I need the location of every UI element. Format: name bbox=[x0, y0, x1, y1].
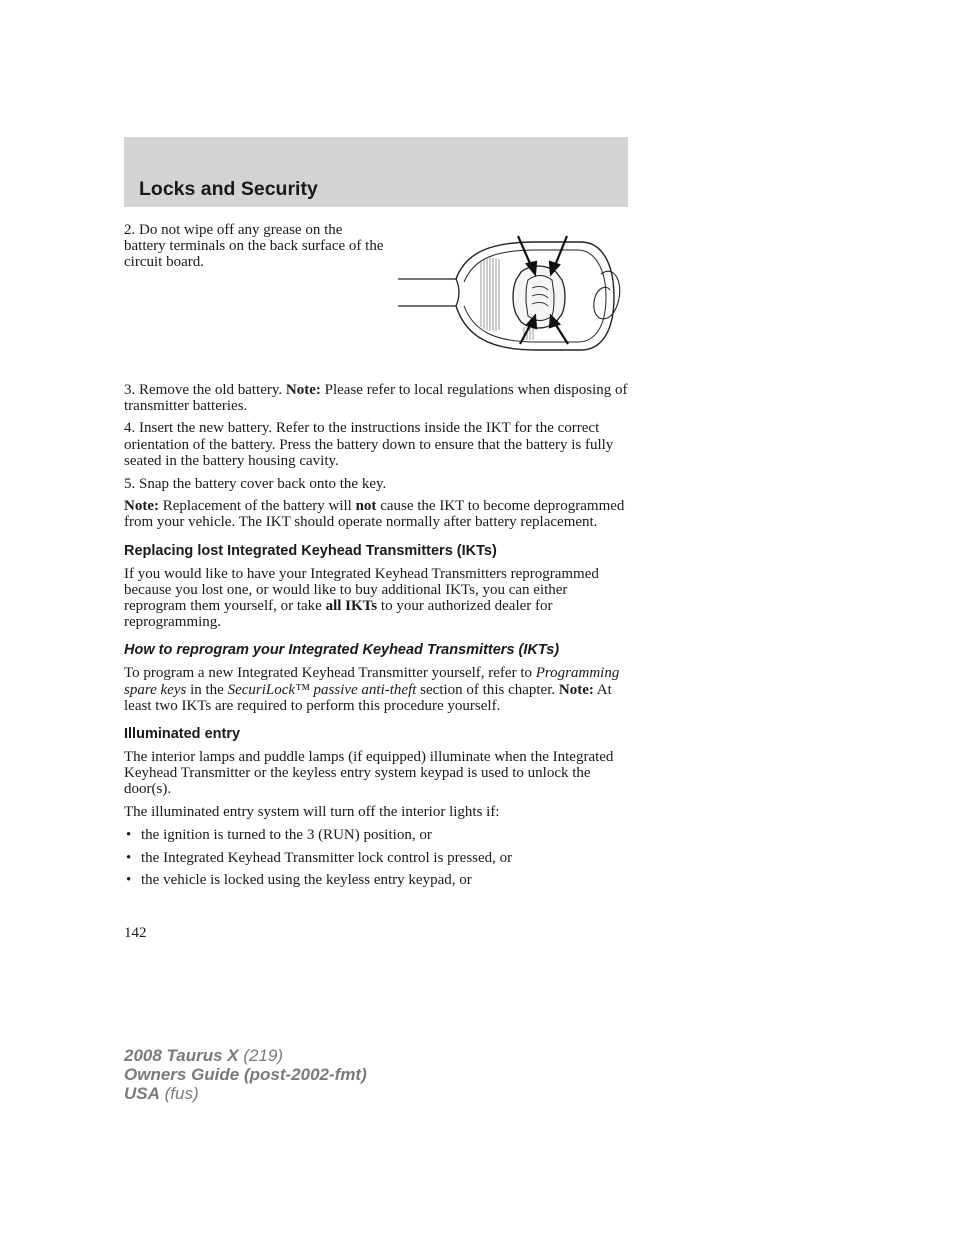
howto-heading: How to reprogram your Integrated Keyhead Transmitters (IKTs) bbox=[124, 642, 560, 659]
step2-block bbox=[124, 222, 628, 375]
step2-text: 2. Do not wipe off any grease on the battery terminals on the back surface of the circuit board. bbox=[124, 222, 384, 271]
bullet-icon: • bbox=[126, 849, 132, 866]
illuminated-para1: The interior lamps and puddle lamps (if equipped) illuminate when the Integrated Keyhead Transmitter or the keyless entry system keypad is used to unlock the door(s). bbox=[124, 749, 614, 798]
list-item bbox=[124, 872, 628, 888]
step4-text: 4. Insert the new battery. Refer to the instructions inside the IKT for the correct orientation of the battery. Press the battery down to ensure that the battery is fully seated in the battery housing cavity. bbox=[124, 420, 614, 469]
replacing-bold: all IKTs bbox=[325, 598, 378, 615]
footer-region: USA bbox=[124, 1084, 160, 1103]
step3-post: Please refer to local regulations when disposing of transmitter batteries. bbox=[124, 381, 628, 414]
howto-italic1: Programming spare keys bbox=[124, 665, 620, 698]
footer-line1 bbox=[124, 1046, 367, 1065]
step5-text: 5. Snap the battery cover back onto the key. bbox=[124, 475, 387, 492]
howto-note-label: Note: bbox=[558, 681, 594, 698]
illuminated-para2: The illuminated entry system will turn off the interior lights if: bbox=[124, 804, 500, 821]
replacing-text1: If you would like to have your Integrated Keyhead Transmitters reprogrammed because you lost one, or would like to buy additional IKTs, you can either reprogram them yourself, or take bbox=[124, 565, 599, 615]
bullet-icon: • bbox=[126, 826, 132, 843]
replacing-text bbox=[124, 566, 628, 631]
replacing-text2: to your authorized dealer for reprogramming. bbox=[124, 598, 553, 631]
illuminated-heading: Illuminated entry bbox=[124, 726, 241, 743]
note-text2: cause the IKT to become deprogrammed from your vehicle. The IKT should operate normally after battery replacement. bbox=[124, 498, 625, 531]
bullet-text: the Integrated Keyhead Transmitter lock control is pressed, or bbox=[141, 849, 513, 866]
footer-line2 bbox=[124, 1065, 367, 1084]
illuminated-bullet-list bbox=[124, 827, 628, 889]
key-battery-illustration-icon bbox=[396, 232, 626, 357]
note-bold-not: not bbox=[355, 498, 377, 515]
list-item bbox=[124, 827, 628, 843]
bullet-text: the vehicle is locked using the keyless entry keypad, or bbox=[141, 872, 472, 889]
footer-guide: Owners Guide (post-2002-fmt) bbox=[124, 1065, 367, 1084]
note-text1: Replacement of the battery will bbox=[158, 498, 356, 515]
note-label: Note: bbox=[124, 498, 159, 515]
replacing-heading: Replacing lost Integrated Keyhead Transmitters (IKTs) bbox=[124, 542, 497, 559]
howto-text1: To program a new Integrated Keyhead Transmitter yourself, refer to bbox=[124, 665, 536, 682]
footer-line3 bbox=[124, 1084, 367, 1103]
step3-note-label: Note: bbox=[285, 381, 321, 398]
howto-text2: in the bbox=[186, 681, 228, 698]
battery-note bbox=[124, 498, 628, 530]
step3-pre: 3. Remove the old battery. bbox=[124, 381, 286, 398]
footer-model: 2008 Taurus X bbox=[124, 1046, 239, 1065]
howto-text4: At least two IKTs are required to perform this procedure yourself. bbox=[124, 681, 612, 714]
page-content bbox=[124, 222, 628, 895]
bullet-text: the ignition is turned to the 3 (RUN) position, or bbox=[141, 826, 432, 843]
howto-italic2: SecuriLock™ passive anti-theft bbox=[227, 681, 417, 698]
footer-model-code: (219) bbox=[238, 1046, 284, 1065]
footer-region-code: (fus) bbox=[159, 1084, 199, 1103]
section-header-band bbox=[124, 137, 628, 207]
list-item bbox=[124, 850, 628, 866]
step3-text bbox=[124, 382, 628, 414]
section-title: Locks and Security bbox=[139, 178, 318, 200]
howto-text3: section of this chapter. bbox=[416, 681, 559, 698]
bullet-icon: • bbox=[126, 872, 132, 889]
page-number: 142 bbox=[124, 925, 147, 941]
howto-text bbox=[124, 665, 628, 714]
document-footer bbox=[124, 1046, 367, 1103]
